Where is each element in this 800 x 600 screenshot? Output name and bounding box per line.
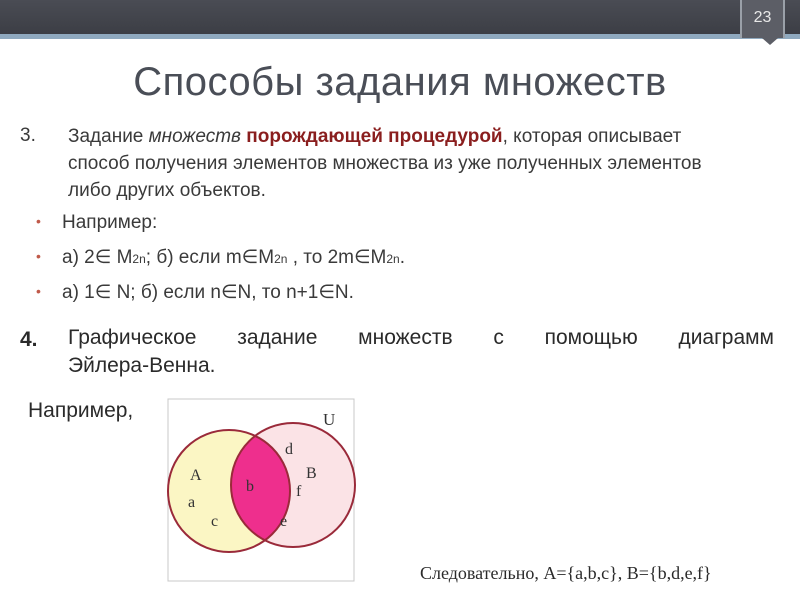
bullet-text-b: ; б) если m∈М (145, 247, 275, 268)
element-c: c (211, 513, 219, 530)
venn-diagram (165, 398, 357, 584)
item-4-word: множеств (358, 326, 453, 349)
bullet-text-a: а) 2∈ М (62, 247, 133, 268)
bullet-dot-icon: • (36, 248, 41, 264)
item-4-word: помощью (544, 326, 638, 349)
bullet-dot-icon: • (36, 213, 41, 229)
item-4-line-1 (68, 326, 774, 350)
element-f: f (296, 483, 302, 500)
slide-title: Способы задания множеств (133, 60, 667, 104)
conclusion-text: Следовательно, A={a,b,c}, B={b,d,e,f} (420, 563, 712, 583)
item-4-word: с (493, 326, 504, 349)
universe-label: U (323, 410, 336, 429)
item-3-text-bold: порождающей процедурой (246, 126, 503, 147)
slide-number-badge (740, 0, 785, 38)
item-3-text-part1: Задание (68, 126, 149, 147)
bullet-item-example (36, 212, 157, 234)
slide-number: 23 (753, 9, 772, 26)
set-a-label: A (190, 467, 202, 484)
item-3-number: 3. (20, 125, 36, 146)
set-b-label: B (306, 465, 317, 482)
item-4-word: задание (237, 326, 318, 349)
subscript: 2n (132, 252, 146, 266)
badge-notch (762, 38, 778, 45)
element-d: d (285, 441, 293, 458)
bullet-item-n (36, 281, 354, 304)
top-bar (0, 0, 800, 34)
subscript: 2n (274, 252, 288, 266)
item-3-text-italic: множеств (148, 126, 241, 147)
item-4-word: диаграмм (678, 326, 774, 349)
bullet-text-c: , то 2m∈М (287, 247, 387, 268)
bullet-text: а) 1∈ N; б) если n∈N, то n+1∈N. (62, 282, 354, 303)
item-4-number: 4. (20, 328, 38, 351)
item-3-text-part3: , которая описывает способ получения элементов множества из уже полученных элементов либо других объектов. (68, 126, 702, 201)
element-a: a (188, 494, 196, 511)
element-b: b (246, 478, 254, 495)
bullet-dot-icon: • (36, 283, 41, 299)
element-e: e (280, 513, 288, 530)
bullet-text-d: . (399, 247, 406, 268)
item-4-word: Графическое (68, 326, 197, 349)
bullet-item-m2n (36, 246, 405, 269)
bullet-text: Например: (62, 212, 158, 233)
example-label: Например, (28, 399, 134, 422)
item-3-text (68, 123, 708, 204)
item-4-line-2: Эйлера-Венна. (68, 354, 216, 377)
top-stripe (0, 34, 800, 39)
subscript: 2n (386, 252, 400, 266)
